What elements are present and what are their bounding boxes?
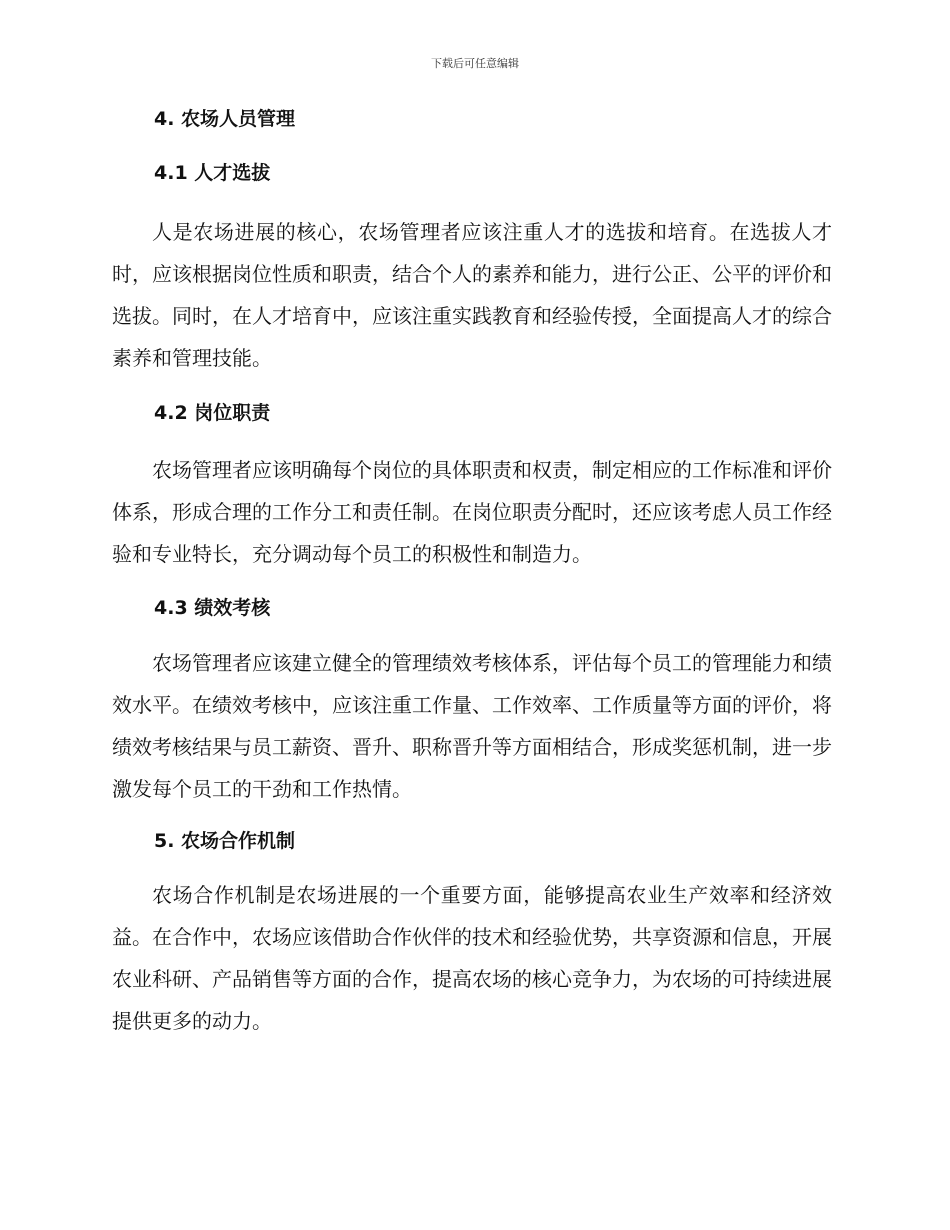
page-header: 下载后可任意编辑	[431, 57, 519, 70]
body-paragraph: 人是农场进展的核心，农场管理者应该注重人才的选拔和培育。在选拔人才时，应该根据岗位性质和职责，结合个人的素养和能力，进行公正、公平的评价和选拔。同时，在人才培育中，应该注重实践教育和经验传授，全面提高人才的综合素养和管理技能。	[112, 220, 832, 370]
body-paragraph: 农场管理者应该建立健全的管理绩效考核体系，评估每个员工的管理能力和绩效水平。在绩效考核中，应该注重工作量、工作效率、工作质量等方面的评价，将绩效考核结果与员工薪资、晋升、职称晋升等方面相结合，形成奖惩机制，进一步激发每个员工的干劲和工作热情。	[112, 651, 832, 801]
subsection-heading: 4.1 人才选拔	[154, 162, 271, 184]
body-paragraph: 农场合作机制是农场进展的一个重要方面，能够提高农业生产效率和经济效益。在合作中，农场应该借助合作伙伴的技术和经验优势，共享资源和信息，开展农业科研、产品销售等方面的合作，提高农场的核心竞争力，为农场的可持续进展提供更多的动力。	[112, 883, 832, 1033]
subsection-heading: 4.3 绩效考核	[154, 597, 271, 619]
subsection-heading: 4.2 岗位职责	[154, 402, 271, 424]
section-heading: 4. 农场人员管理	[154, 108, 296, 130]
document-body	[112, 105, 832, 1042]
section-heading: 5. 农场合作机制	[154, 830, 296, 852]
body-paragraph: 农场管理者应该明确每个岗位的具体职责和权责，制定相应的工作标准和评价体系，形成合理的工作分工和责任制。在岗位职责分配时，还应该考虑人员工作经验和专业特长，充分调动每个员工的积极性和制造力。	[112, 458, 832, 566]
